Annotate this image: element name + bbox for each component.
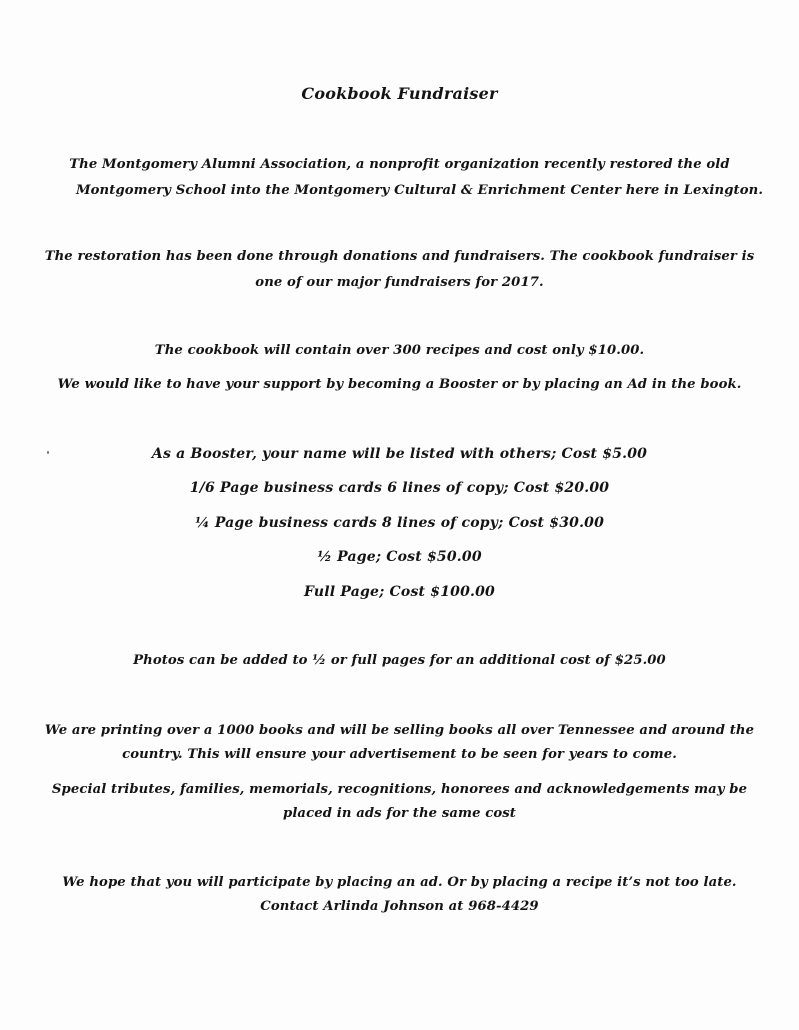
printing-line-2: country. This will ensure your advertisement to be seen for years to come. <box>122 747 677 762</box>
photos-note: Photos can be added to ½ or full pages for an additional cost of $25.00 <box>133 653 666 668</box>
pricing-sixth-page: 1/6 Page business cards 6 lines of copy; Cost $20.00 <box>189 480 610 496</box>
intro-line-2: Montgomery School into the Montgomery Cultural & Enrichment Center here in Lexington. <box>75 183 764 198</box>
pricing-full-page: Full Page; Cost $100.00 <box>304 584 495 600</box>
page-title: Cookbook Fundraiser <box>301 84 498 103</box>
pricing-quarter-page: ¼ Page business cards 8 lines of copy; Cost $30.00 <box>194 515 605 531</box>
closing-contact: Contact Arlinda Johnson at 968-4429 <box>260 899 539 914</box>
pricing-booster: As a Booster, your name will be listed with others; Cost $5.00 <box>151 446 648 462</box>
cookbook-info: The cookbook will contain over 300 recipes and cost only $10.00. <box>154 343 645 358</box>
special-line-1: Special tributes, families, memorials, recognitions, honorees and acknowledgements may be <box>51 782 748 797</box>
support-request: We would like to have your support by becoming a Booster or by placing an Ad in the book. <box>57 377 742 392</box>
intro-line-1: The Montgomery Alumni Association, a nonprofit organization recently restored the old <box>69 157 730 172</box>
restoration-line-1: The restoration has been done through donations and fundraisers. The cookbook fundraiser is <box>44 249 755 264</box>
printing-line-1: We are printing over a 1000 books and will be selling books all over Tennessee and around the <box>44 723 755 738</box>
restoration-line-2: one of our major fundraisers for 2017. <box>255 275 544 290</box>
pricing-half-page: ½ Page; Cost $50.00 <box>317 549 482 565</box>
closing-line-1: We hope that you will participate by placing an ad. Or by placing a recipe it’s not too late. <box>62 875 737 890</box>
scan-speck <box>47 451 49 454</box>
special-line-2: placed in ads for the same cost <box>283 806 516 821</box>
